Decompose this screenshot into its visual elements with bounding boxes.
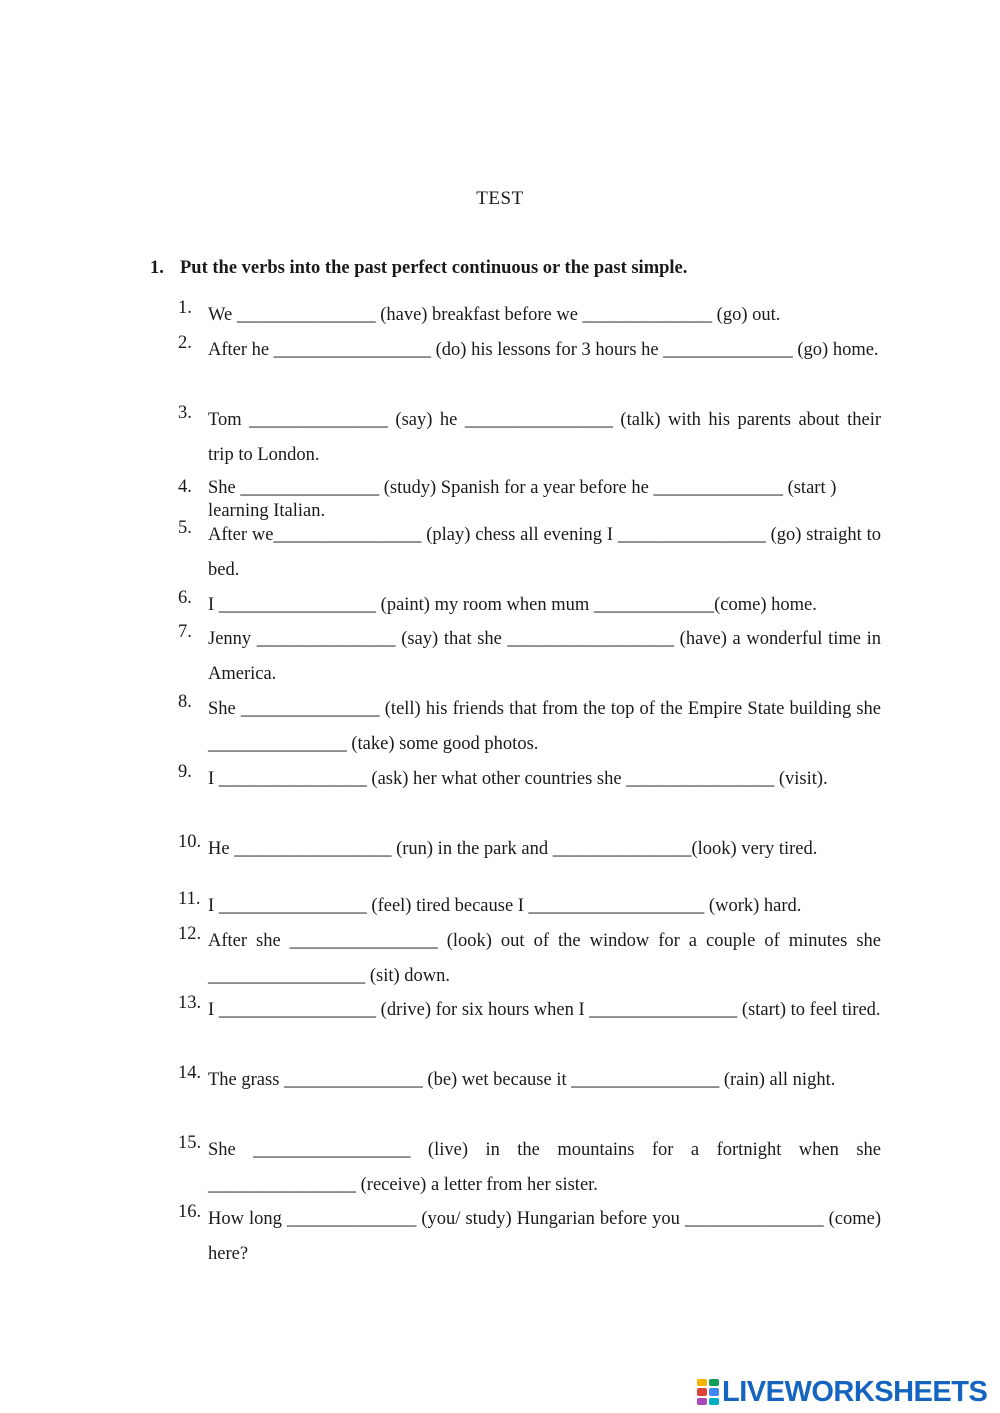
item-number: 15.	[178, 1133, 202, 1153]
item-number: 3.	[178, 403, 192, 423]
section-number: 1.	[150, 258, 164, 278]
item-text: After we________________ (play) chess all evening I ________________ (go) straight to bed.	[208, 525, 881, 580]
exercise-item	[178, 993, 881, 1028]
item-text: How long ______________ (you/ study) Hungarian before you _______________ (come) here?	[208, 1209, 881, 1264]
item-text: She _______________ (study) Spanish for a year before he ______________ (start ) learning Italian.	[208, 478, 837, 521]
logo-cell	[709, 1398, 719, 1405]
item-text: After she ________________ (look) out of the window for a couple of minutes she _________________ (sit) down.	[208, 931, 881, 986]
exercise-item	[178, 622, 881, 692]
item-number: 1.	[178, 298, 192, 318]
logo-cell	[697, 1398, 707, 1405]
section-instruction: Put the verbs into the past perfect continuous or the past simple.	[180, 258, 688, 278]
exercise-item	[178, 518, 881, 588]
logo-cell	[697, 1379, 707, 1386]
logo-icon	[697, 1379, 719, 1405]
item-number: 5.	[178, 518, 192, 538]
section-heading	[150, 258, 687, 279]
item-number: 16.	[178, 1202, 202, 1222]
item-text: I _________________ (drive) for six hours when I ________________ (start) to feel tired.	[208, 1000, 881, 1020]
item-number: 14.	[178, 1063, 202, 1083]
item-text: Tom _______________ (say) he ________________ (talk) with his parents about their trip to London.	[208, 410, 881, 465]
item-number: 6.	[178, 588, 192, 608]
logo-text: LIVEWORKSHEETS	[722, 1376, 988, 1408]
item-text: He _________________ (run) in the park and _______________(look) very tired.	[208, 839, 818, 859]
exercise-item	[178, 762, 881, 797]
item-number: 13.	[178, 993, 202, 1013]
logo-cell	[709, 1388, 719, 1395]
exercise-item	[178, 889, 881, 924]
item-text: After he _________________ (do) his lessons for 3 hours he ______________ (go) home.	[208, 340, 879, 360]
item-number: 11.	[178, 889, 201, 909]
exercise-item	[178, 1063, 881, 1098]
item-number: 2.	[178, 333, 192, 353]
exercise-item	[178, 924, 881, 994]
item-number: 7.	[178, 622, 192, 642]
item-number: 10.	[178, 832, 202, 852]
item-text: She _______________ (tell) his friends that from the top of the Empire State building she _______________ (take) some good photos.	[208, 699, 881, 754]
liveworksheets-logo	[697, 1377, 987, 1407]
item-number: 4.	[178, 477, 192, 497]
item-text: I ________________ (feel) tired because I ___________________ (work) hard.	[208, 896, 802, 916]
exercise-item	[178, 588, 881, 623]
item-text: Jenny _______________ (say) that she __________________ (have) a wonderful time in America.	[208, 629, 881, 684]
exercise-item	[178, 298, 881, 333]
item-text: I ________________ (ask) her what other countries she ________________ (visit).	[208, 769, 828, 789]
item-text: I _________________ (paint) my room when mum _____________(come) home.	[208, 595, 817, 615]
item-number: 12.	[178, 924, 202, 944]
exercise-item	[178, 1133, 881, 1203]
item-number: 8.	[178, 692, 192, 712]
exercise-item	[178, 1202, 881, 1272]
logo-cell	[697, 1388, 707, 1395]
item-text: We _______________ (have) breakfast before we ______________ (go) out.	[208, 305, 781, 325]
exercise-item	[178, 403, 881, 473]
item-text: She _________________ (live) in the mountains for a fortnight when she ________________ (receive) a letter from her sister.	[208, 1140, 881, 1195]
exercise-item	[178, 477, 848, 523]
exercise-item	[178, 333, 881, 368]
logo-cell	[709, 1379, 719, 1386]
exercise-item	[178, 832, 881, 867]
exercise-item	[178, 692, 881, 762]
page-title: TEST	[476, 188, 524, 209]
item-text: The grass _______________ (be) wet because it ________________ (rain) all night.	[208, 1070, 836, 1090]
item-number: 9.	[178, 762, 192, 782]
